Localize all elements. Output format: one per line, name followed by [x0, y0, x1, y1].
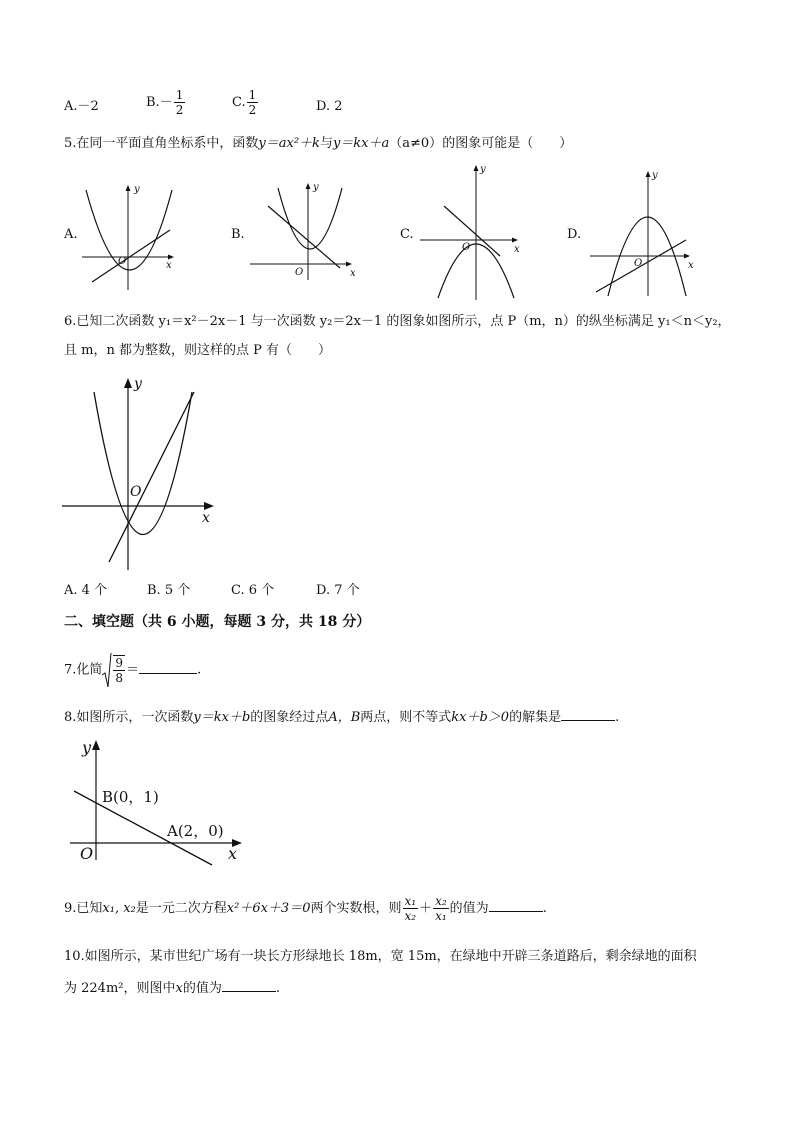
origin-label: O	[462, 242, 471, 253]
answer-blank[interactable]	[139, 660, 197, 674]
q5-graph-label-d: D.	[567, 227, 582, 242]
fraction: $\frac{1}{2}$	[248, 88, 257, 117]
q6-option-b: B. 5 个	[147, 583, 191, 598]
origin-label: O	[80, 844, 94, 863]
x-axis-label: x	[166, 260, 172, 271]
fraction: $\frac{1}{2}$	[175, 88, 184, 117]
answer-blank[interactable]	[222, 978, 276, 992]
q4-option-c: C. $\frac{1}{2}$	[232, 88, 257, 117]
x-axis-label: x	[350, 268, 356, 279]
x-axis-label: x	[228, 844, 238, 863]
q5-graph-label-c: C.	[400, 227, 414, 242]
y-axis-label: y	[82, 738, 92, 757]
origin-label: O	[118, 256, 127, 267]
y-axis-label: y	[134, 184, 140, 195]
q10-question-line1: 10.如图所示，某市世纪广场有一块长方形绿地长 18m，宽 15m，在绿地中开辟三条道路后，剩余绿地的面积	[64, 949, 697, 964]
q4-option-b: B.－ $\frac{1}{2}$	[146, 88, 184, 117]
q5-graph-c	[420, 160, 530, 300]
q5-graph-d	[590, 168, 700, 298]
q8-graph	[70, 735, 250, 865]
answer-blank[interactable]	[561, 707, 615, 721]
q5-graph-b	[250, 180, 360, 280]
q6-option-c: C. 6 个	[231, 583, 275, 598]
fraction: $\frac{\text{x₂}}{\text{x₁}}$	[435, 894, 447, 923]
q8-question: 8.如图所示，一次函数y＝kx＋b的图象经过点A，B两点，则不等式kx＋b＞0的解集是 .	[64, 707, 619, 727]
fraction: $\frac{\text{x₁}}{\text{x₂}}$	[404, 894, 417, 923]
section-heading: 二、填空题（共 6 小题，每题 3 分，共 18 分）	[64, 614, 371, 630]
y-axis-label: y	[134, 376, 142, 392]
q5-graph-a	[82, 180, 182, 290]
x-axis-label: x	[202, 510, 210, 526]
point-b-label: B(0，1)	[102, 788, 159, 806]
q6-question-line2: 且 m，n 都为整数，则这样的点 P 有（ ）	[64, 343, 331, 358]
q5-question: 5.在同一平面直角坐标系中，函数y＝ax²＋k与y＝kx＋a（a≠0）的图象可能是（ ）	[64, 136, 573, 151]
y-axis-label: y	[480, 164, 486, 175]
q9-question: 9.已知x₁, x₂是一元二次方程x²＋6x＋3＝0两个实数根，则 $\frac{\text{x₁}}{\text{x₂}}$ ＋ $\frac{\text{x₂}}{\text{x₁}}$ 的值为 .	[64, 894, 547, 923]
sqrt-expression: $\frac{9}{8}$	[102, 650, 126, 690]
origin-label: O	[295, 267, 304, 278]
q4-option-d: D. 2	[316, 99, 343, 114]
y-axis-label: y	[652, 170, 658, 181]
q6-question-line1: 6.已知二次函数 y₁＝x²－2x－1 与一次函数 y₂＝2x－1 的图象如图所示，点 P（m，n）的纵坐标满足 y₁＜n＜y₂，	[64, 314, 731, 329]
q6-option-a: A. 4 个	[64, 583, 108, 598]
origin-label: O	[130, 484, 142, 500]
q5-graph-label-b: B.	[231, 227, 245, 242]
q5-graph-label-a: A.	[64, 227, 78, 242]
q6-graph	[62, 372, 222, 572]
x-axis-label: x	[688, 260, 694, 271]
point-a-label: A(2，0)	[167, 822, 224, 840]
q6-option-d: D. 7 个	[316, 583, 360, 598]
q10-question-line2: 为 224m²，则图中x的值为 .	[64, 978, 280, 998]
q7-question: 7.化简 $\frac{9}{8}$ ＝ .	[64, 650, 201, 690]
answer-blank[interactable]	[489, 898, 543, 912]
y-axis-label: y	[313, 182, 319, 193]
q4-option-a: A.－2	[64, 99, 99, 114]
origin-label: O	[634, 258, 643, 269]
x-axis-label: x	[514, 244, 520, 255]
